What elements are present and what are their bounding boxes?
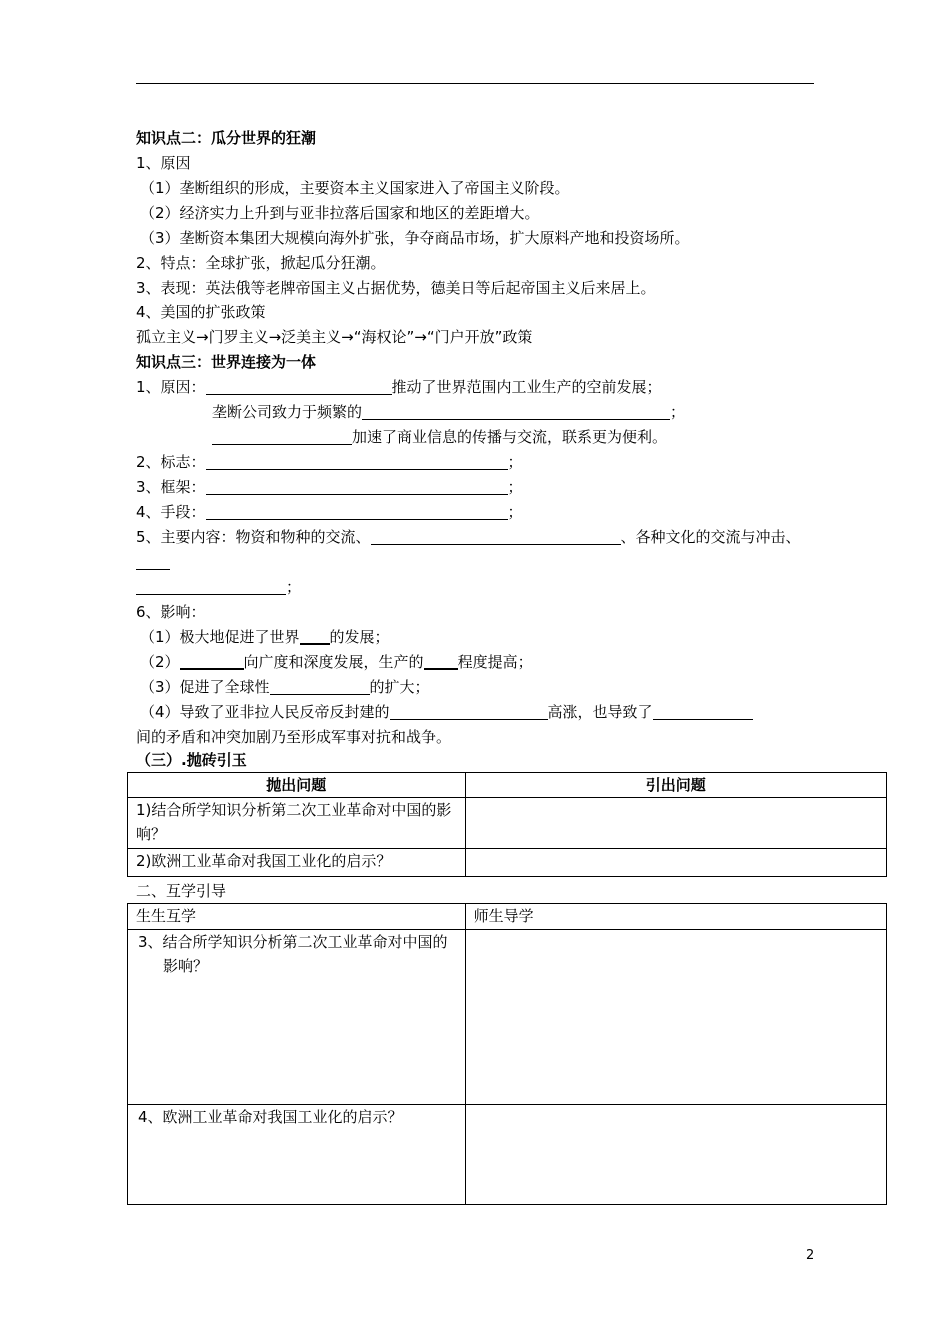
mutual-section-title: 二、互学引导 (136, 882, 227, 900)
fill-blank[interactable] (653, 703, 753, 720)
col-header-derived: 引出问题 (465, 773, 886, 798)
impact-1 (140, 627, 390, 647)
fill-blank[interactable] (424, 652, 458, 670)
impact1-text-b: 的发展； (329, 628, 390, 646)
content-line-cont (136, 552, 170, 572)
cause1-text: 推动了世界范围内工业生产的空前发展； (391, 378, 662, 396)
col-header-students: 生生互学 (128, 904, 466, 930)
sign-line (136, 452, 523, 472)
table-header-row (128, 773, 887, 798)
semicolon: ； (670, 403, 686, 421)
impact1-text-a: （1）极大地促进了世界 (140, 628, 300, 646)
impact-4-cont: 间的矛盾和冲突加剧乃至形成军事对抗和战争。 (136, 728, 452, 746)
fill-blank[interactable] (136, 578, 286, 595)
section2-title: 知识点二：瓜分世界的狂潮 (136, 129, 317, 147)
col-header-teacher: 师生导学 (465, 904, 886, 930)
content-mid: 、各种文化的交流与冲击、 (620, 528, 801, 546)
table-row (128, 1105, 887, 1205)
impact3-text-b: 的扩大； (369, 678, 430, 696)
content-line-end (136, 577, 301, 597)
cause-item-3: （3）垄断资本集团大规模向海外扩张，争夺商品市场，扩大原料产地和投资场所。 (140, 229, 690, 247)
impact-heading: 6、影响： (136, 603, 206, 621)
fill-blank[interactable] (362, 403, 670, 420)
semicolon: ； (286, 578, 302, 596)
question-cell: 2)欧洲工业革命对我国工业化的启示？ (128, 849, 466, 877)
cause-line-3 (212, 427, 667, 447)
impact-3 (140, 677, 430, 697)
impact2-text-a: （2） (140, 653, 180, 671)
col-header-thrown: 抛出问题 (128, 773, 466, 798)
impact4-text-b: 高涨，也导致了 (547, 703, 653, 721)
table-row (128, 930, 887, 1105)
sign-label: 2、标志： (136, 453, 206, 471)
brick-section-title: （三）.抛砖引玉 (136, 751, 247, 769)
question-cell: 4、欧洲工业革命对我国工业化的启示？ (128, 1105, 466, 1205)
semicolon: ； (507, 503, 523, 521)
impact-2 (140, 652, 533, 672)
impact4-text-a: （4）导致了亚非拉人民反帝反封建的 (140, 703, 390, 721)
answer-cell[interactable] (465, 930, 886, 1105)
fill-blank[interactable] (136, 553, 170, 570)
cause3-text: 加速了商业信息的传播与交流，联系更为便利。 (352, 428, 668, 446)
cause-line-1 (136, 377, 662, 397)
fill-blank[interactable] (371, 528, 621, 545)
question-3: 3、结合所学知识分析第二次工业革命对中国的影响？ (138, 933, 448, 975)
impact2-text-b: 向广度和深度发展，生产的 (243, 653, 424, 671)
answer-cell[interactable] (465, 849, 886, 877)
brick-table (127, 772, 887, 877)
impact3-text-a: （3）促进了全球性 (140, 678, 270, 696)
cause-line-2 (212, 402, 685, 422)
answer-cell[interactable] (465, 1105, 886, 1205)
cause-item-1: （1）垄断组织的形成，主要资本主义国家进入了帝国主义阶段。 (140, 179, 570, 197)
page-number: 2 (806, 1248, 815, 1263)
impact2-text-c: 程度提高； (457, 653, 533, 671)
semicolon: ； (507, 453, 523, 471)
question-cell (128, 930, 466, 1105)
means-label: 4、手段： (136, 503, 206, 521)
frame-label: 3、框架： (136, 478, 206, 496)
header-rule (136, 83, 814, 84)
fill-blank[interactable] (206, 478, 508, 495)
impact-4 (140, 702, 753, 722)
fill-blank[interactable] (212, 428, 352, 445)
fill-blank[interactable] (270, 678, 370, 695)
section2-feature: 2、特点：全球扩张，掀起瓜分狂潮。 (136, 254, 386, 272)
fill-blank[interactable] (390, 703, 548, 720)
section3-title: 知识点三：世界连接为一体 (136, 353, 317, 371)
fill-blank[interactable] (300, 627, 330, 645)
section2-cause-heading: 1、原因 (136, 154, 191, 172)
section2-us-policy-heading: 4、美国的扩张政策 (136, 303, 266, 321)
semicolon: ； (507, 478, 523, 496)
section2-manifestation: 3、表现：英法俄等老牌帝国主义占据优势，德美日等后起帝国主义后来居上。 (136, 279, 656, 297)
fill-blank[interactable] (206, 378, 392, 395)
cause-label: 1、原因： (136, 378, 206, 396)
content-label: 5、主要内容：物资和物种的交流、 (136, 528, 371, 546)
question-cell: 1)结合所学知识分析第二次工业革命对中国的影响？ (128, 798, 466, 849)
table-row (128, 849, 887, 877)
fill-blank[interactable] (180, 652, 244, 670)
cause-item-2: （2）经济实力上升到与亚非拉落后国家和地区的差距增大。 (140, 204, 540, 222)
table-header-row (128, 904, 887, 930)
table-row (128, 798, 887, 849)
fill-blank[interactable] (206, 503, 508, 520)
content-line (136, 527, 801, 547)
us-policy-chain: 孤立主义→门罗主义→泛美主义→“海权论”→“门户开放”政策 (136, 328, 533, 346)
mutual-table (127, 903, 887, 1205)
answer-cell[interactable] (465, 798, 886, 849)
means-line (136, 502, 523, 522)
frame-line (136, 477, 523, 497)
cause2-text: 垄断公司致力于频繁的 (212, 403, 363, 421)
fill-blank[interactable] (206, 453, 508, 470)
